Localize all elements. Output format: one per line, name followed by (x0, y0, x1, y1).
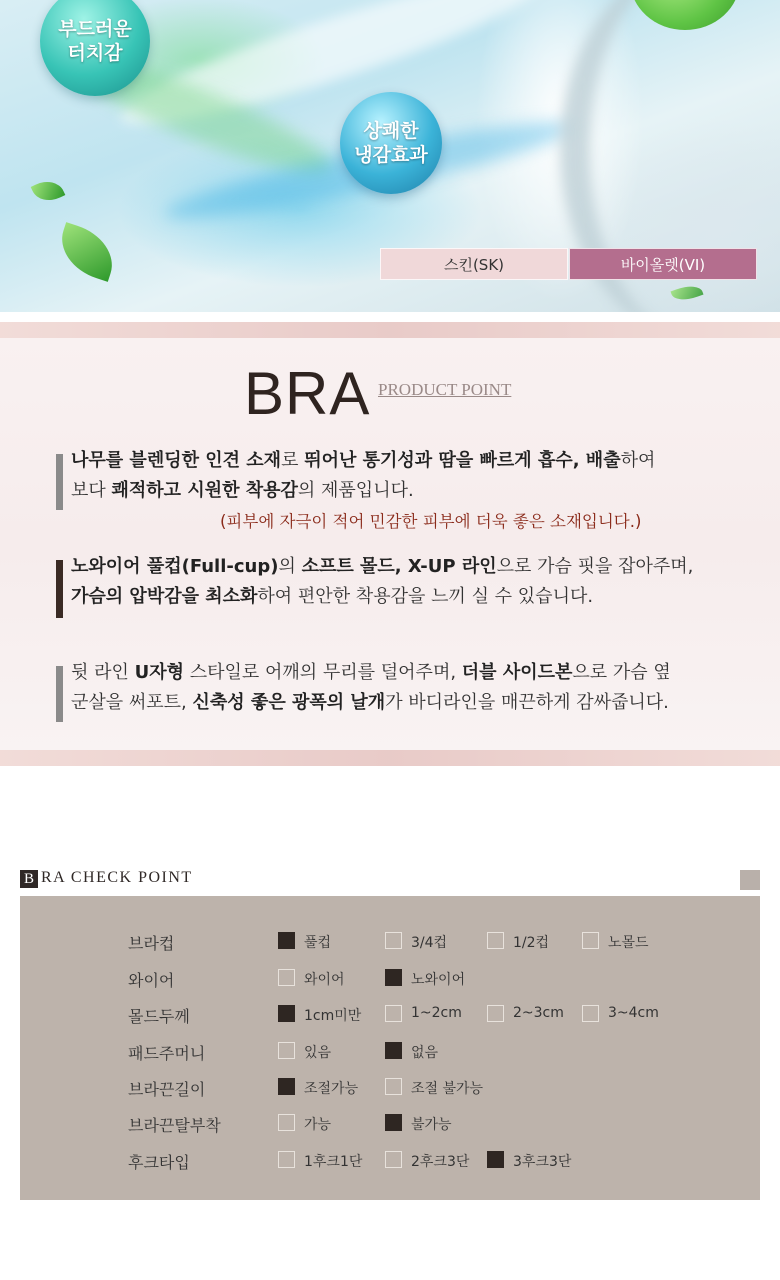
paragraph-line: 나무를 블렌딩한 인견 소재로 뛰어난 통기성과 땀을 빠르게 흡수, 배출하여 (71, 450, 656, 471)
bubble-text: 냉감효과 (354, 144, 428, 166)
check-row (20, 1110, 760, 1136)
bubble-text: 터치감 (67, 42, 123, 64)
check-option-label: 1후크1단 (304, 1154, 363, 1170)
check-point-mark: B (20, 870, 38, 888)
check-option-label: 3~4cm (608, 1005, 659, 1021)
paragraph-line: 군살을 써포트, 신축성 좋은 광폭의 날개가 바디라인을 매끈하게 감싸줍니다. (71, 692, 669, 713)
check-row-label: 패드주머니 (128, 1044, 206, 1063)
swatch-label: 스킨(SK) (443, 255, 505, 274)
section-band (0, 750, 780, 766)
header-square-icon (740, 870, 760, 890)
product-point-section (0, 338, 780, 750)
check-option-label: 노와이어 (411, 972, 466, 988)
check-point-table (20, 896, 760, 1200)
check-row-label: 브라끈길이 (128, 1080, 206, 1099)
check-option-label: 풀컵 (304, 935, 332, 951)
check-row-label: 와이어 (128, 971, 175, 990)
check-row (20, 928, 760, 954)
product-subtitle: PRODUCT POINT (378, 380, 512, 399)
checked-checkbox[interactable] (278, 1078, 295, 1095)
check-option-label: 2~3cm (513, 1005, 564, 1021)
unchecked-checkbox[interactable] (278, 1151, 295, 1168)
check-row-label: 브라끈탈부착 (128, 1116, 221, 1135)
feature-paragraph-back (56, 658, 756, 718)
check-point-header (20, 868, 760, 892)
check-option-label: 3/4컵 (411, 935, 448, 951)
unchecked-checkbox[interactable] (278, 1042, 295, 1059)
cooling-bubble (340, 92, 442, 194)
unchecked-checkbox[interactable] (385, 1078, 402, 1095)
check-option-label: 2후크3단 (411, 1154, 470, 1170)
checked-checkbox[interactable] (385, 969, 402, 986)
feature-paragraph-material (56, 446, 756, 506)
color-swatch-skin[interactable] (380, 248, 568, 280)
check-option-label: 1cm미만 (304, 1008, 362, 1024)
checked-checkbox[interactable] (385, 1042, 402, 1059)
check-row-label: 후크타입 (128, 1153, 190, 1172)
check-row (20, 1038, 760, 1064)
bubble-text: 부드러운 (58, 18, 132, 40)
check-option-label: 와이어 (304, 972, 345, 988)
checked-checkbox[interactable] (487, 1151, 504, 1168)
bubble-text: 상쾌한 (363, 120, 419, 142)
paragraph-line: 노와이어 풀컵(Full-cup)의 소프트 몰드, X-UP 라인으로 가슴 핏을 잡아주며, (71, 556, 694, 577)
unchecked-checkbox[interactable] (385, 932, 402, 949)
unchecked-checkbox[interactable] (582, 1005, 599, 1022)
section-band (0, 322, 780, 338)
paragraph-bar (56, 454, 63, 510)
swatch-label: 바이올렛(VI) (620, 255, 706, 274)
color-swatch-violet[interactable] (569, 248, 757, 280)
check-option-label: 불가능 (411, 1117, 452, 1133)
leaf-icon (31, 175, 66, 207)
unchecked-checkbox[interactable] (278, 1114, 295, 1131)
check-option-label: 조절가능 (304, 1081, 359, 1097)
material-note: (피부에 자극이 적어 민감한 피부에 더욱 좋은 소재입니다.) (220, 512, 642, 531)
check-row (20, 1074, 760, 1100)
check-row-label: 브라컵 (128, 934, 175, 953)
check-option-label: 3후크3단 (513, 1154, 572, 1170)
unchecked-checkbox[interactable] (385, 1005, 402, 1022)
checked-checkbox[interactable] (278, 1005, 295, 1022)
paragraph-line: 가슴의 압박감을 최소화하여 편안한 착용감을 느끼 실 수 있습니다. (71, 586, 594, 607)
check-option-label: 없음 (411, 1045, 439, 1061)
check-option-label: 1~2cm (411, 1005, 462, 1021)
check-option-label: 조절 불가능 (411, 1081, 484, 1097)
check-option-label: 있음 (304, 1045, 332, 1061)
unchecked-checkbox[interactable] (487, 932, 504, 949)
product-title: BRA (244, 360, 371, 427)
check-row (20, 965, 760, 991)
paragraph-bar (56, 666, 63, 722)
check-row (20, 1147, 760, 1173)
feature-paragraph-fit (56, 552, 756, 612)
checked-checkbox[interactable] (385, 1114, 402, 1131)
checked-checkbox[interactable] (278, 932, 295, 949)
check-point-title: RA CHECK POINT (41, 869, 193, 886)
check-row (20, 1001, 760, 1027)
unchecked-checkbox[interactable] (385, 1151, 402, 1168)
hero-banner (0, 0, 780, 312)
check-option-label: 노몰드 (608, 935, 649, 951)
unchecked-checkbox[interactable] (278, 969, 295, 986)
check-option-label: 가능 (304, 1117, 332, 1133)
paragraph-bar (56, 560, 63, 618)
unchecked-checkbox[interactable] (487, 1005, 504, 1022)
check-option-label: 1/2컵 (513, 935, 550, 951)
check-row-label: 몰드두께 (128, 1007, 190, 1026)
leaf-icon (53, 222, 122, 282)
paragraph-line: 보다 쾌적하고 시원한 착용감의 제품입니다. (71, 480, 414, 501)
unchecked-checkbox[interactable] (582, 932, 599, 949)
paragraph-line: 뒷 라인 U자형 스타일로 어깨의 무리를 덜어주며, 더블 사이드본으로 가슴 옆 (71, 662, 671, 683)
